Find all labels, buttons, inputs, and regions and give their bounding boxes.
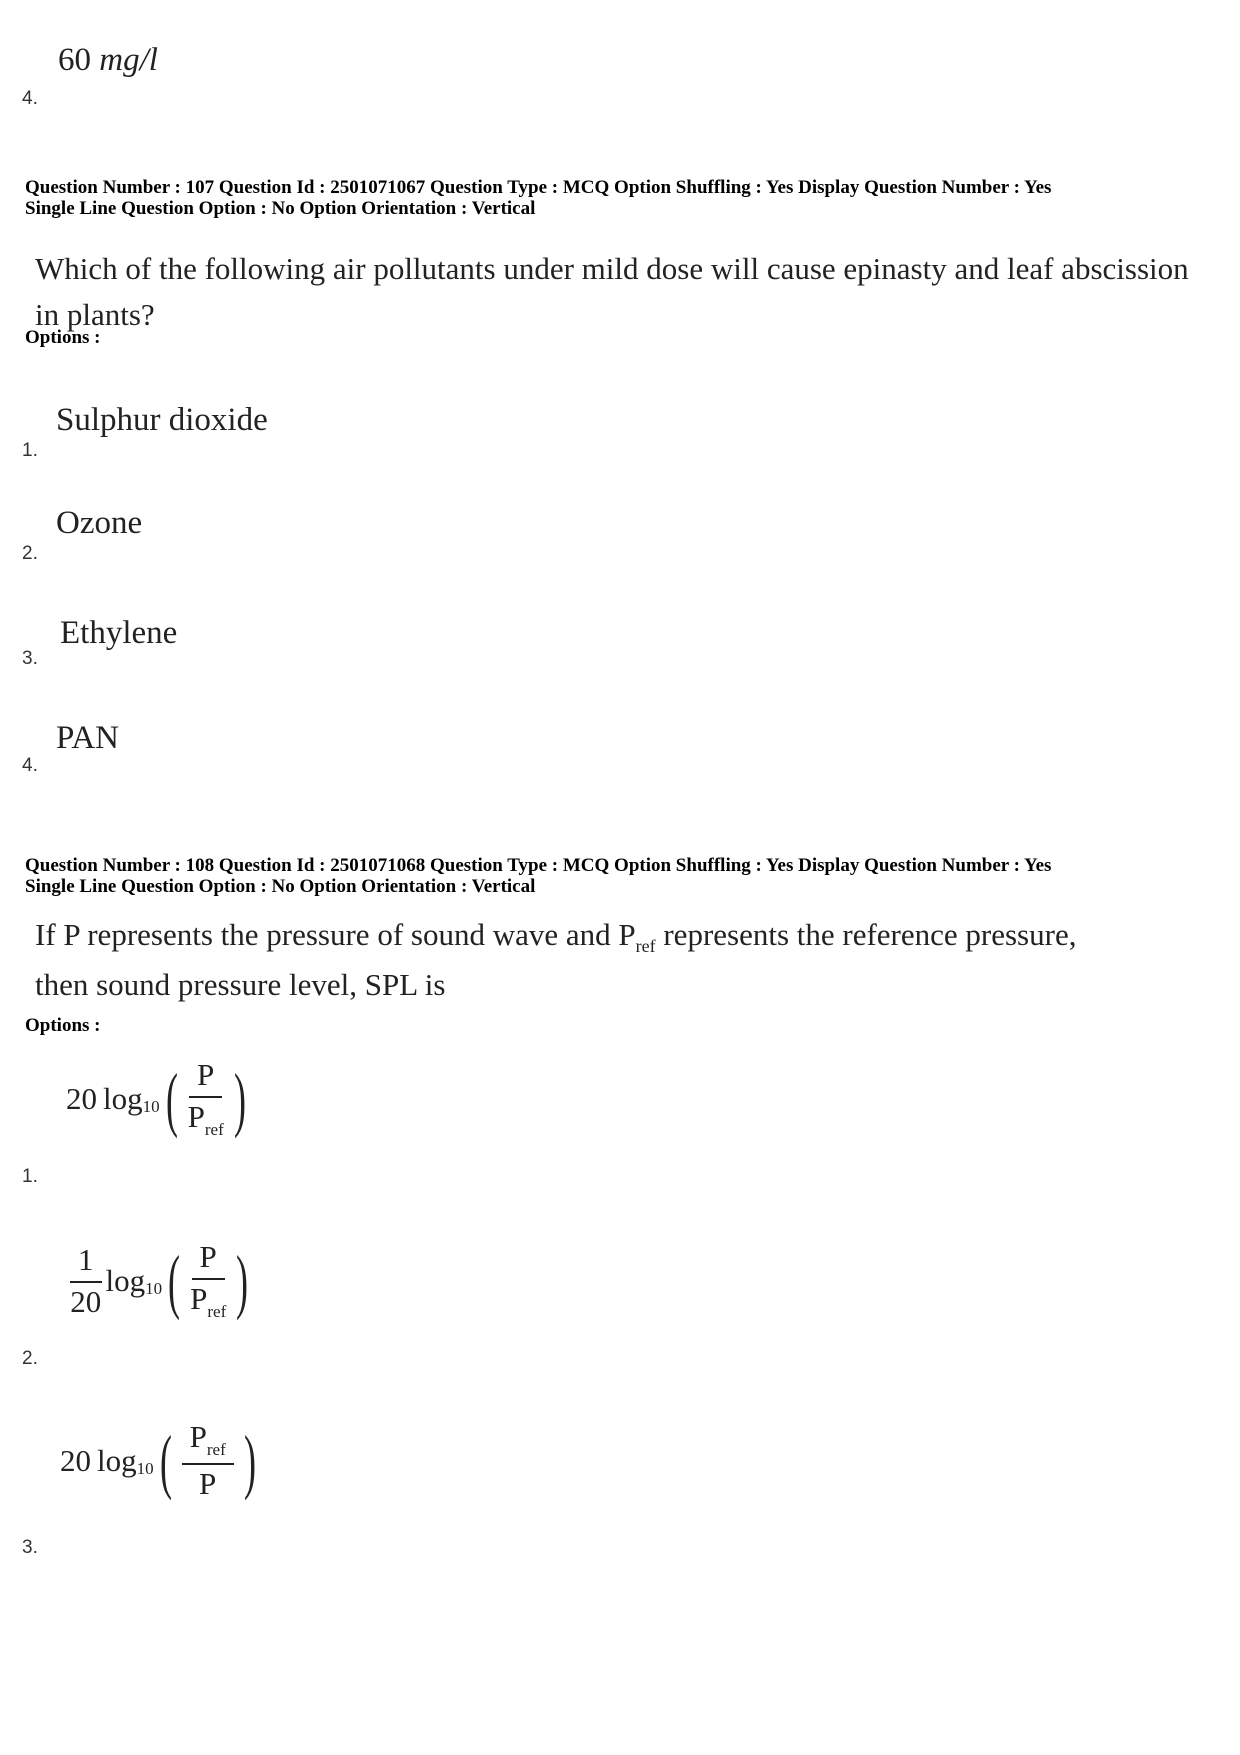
q107-option-1-text: Sulphur dioxide [56, 402, 268, 438]
q107-meta [25, 177, 1051, 219]
q108-option-3-number: 3. [22, 1537, 38, 1558]
left-paren: ( [168, 1240, 181, 1321]
numerator-subscript: ref [206, 1440, 226, 1459]
formula-log-base: 10 [145, 1278, 163, 1298]
coefficient-numerator: 1 [70, 1243, 102, 1283]
q108-question-line2: then sound pressure level, SPL is [35, 967, 446, 1002]
q107-options-label: Options : [25, 327, 101, 348]
coefficient-denominator: 20 [70, 1283, 102, 1319]
q107-option-4-number: 4. [22, 755, 38, 776]
denominator-symbol: P [187, 1099, 205, 1134]
right-paren: ) [236, 1240, 249, 1321]
fraction-numerator [182, 1420, 234, 1465]
q108-option-1-formula [66, 1058, 252, 1139]
formula-log: log [103, 1080, 143, 1116]
q107-meta-line1: Question Number : 107 Question Id : 2501071067 Question Type : MCQ Option Shuffling : Yes Display Question Number : Yes [25, 177, 1052, 198]
prev-option-4-unit: mg/l [99, 42, 158, 78]
q108-question-line1 [35, 912, 1215, 962]
q107-meta-line2: Single Line Question Option : No Option Orientation : Vertical [25, 198, 536, 219]
q108-text-part2: represents the reference pressure, [655, 917, 1077, 952]
formula-log-base: 10 [142, 1096, 160, 1116]
q107-option-2-text: Ozone [56, 505, 143, 541]
numerator-symbol: P [189, 1419, 207, 1454]
q108-meta-line2: Single Line Question Option : No Option Orientation : Vertical [25, 876, 536, 897]
q107-question-text: Which of the following air pollutants under mild dose will cause epinasty and leaf abscission in plants? [35, 251, 1189, 332]
left-paren: ( [165, 1058, 178, 1139]
q108-option-2-formula [66, 1240, 254, 1321]
prev-option-4-content [58, 42, 158, 79]
q107-option-3-number: 3. [22, 648, 38, 669]
right-paren: ) [233, 1058, 246, 1139]
left-paren: ( [159, 1420, 172, 1501]
q108-text-part1: If P represents the pressure of sound wave and P [35, 917, 636, 952]
q108-meta [25, 855, 1051, 897]
q107-option-4-text: PAN [56, 720, 119, 756]
q107-option-3-text: Ethylene [60, 615, 178, 651]
denominator-subscript: ref [204, 1120, 224, 1139]
q108-meta-line1: Question Number : 108 Question Id : 2501071068 Question Type : MCQ Option Shuffling : Yes Display Question Number : Yes [25, 855, 1052, 876]
q108-question-text [35, 912, 1215, 1008]
q108-option-3-formula [60, 1420, 262, 1501]
formula-log-base: 10 [136, 1458, 154, 1478]
q108-text-sub: ref [635, 936, 656, 956]
formula-coefficient: 20 [60, 1442, 91, 1478]
fraction-denominator: P [199, 1466, 217, 1501]
q108-option-2-number: 2. [22, 1348, 38, 1369]
denominator-symbol: P [190, 1281, 208, 1316]
right-paren: ) [243, 1420, 256, 1501]
q108-option-1-number: 1. [22, 1166, 38, 1187]
formula-fraction [188, 1058, 224, 1139]
formula-fraction [182, 1420, 234, 1501]
formula-coefficient: 20 [66, 1080, 97, 1116]
coefficient-fraction [70, 1243, 102, 1319]
formula-log: log [105, 1262, 146, 1298]
q107-option-1-number: 1. [22, 440, 38, 461]
q107-option-2-number: 2. [22, 543, 38, 564]
fraction-denominator [190, 1280, 226, 1321]
fraction-denominator [188, 1098, 224, 1139]
fraction-numerator: P [189, 1058, 222, 1098]
prev-option-4-value: 60 [58, 42, 91, 78]
prev-option-4-number: 4. [22, 88, 38, 109]
q108-options-label: Options : [25, 1015, 101, 1036]
formula-log: log [97, 1442, 137, 1478]
formula-fraction [190, 1240, 226, 1321]
denominator-subscript: ref [207, 1302, 227, 1321]
fraction-numerator: P [192, 1240, 225, 1280]
